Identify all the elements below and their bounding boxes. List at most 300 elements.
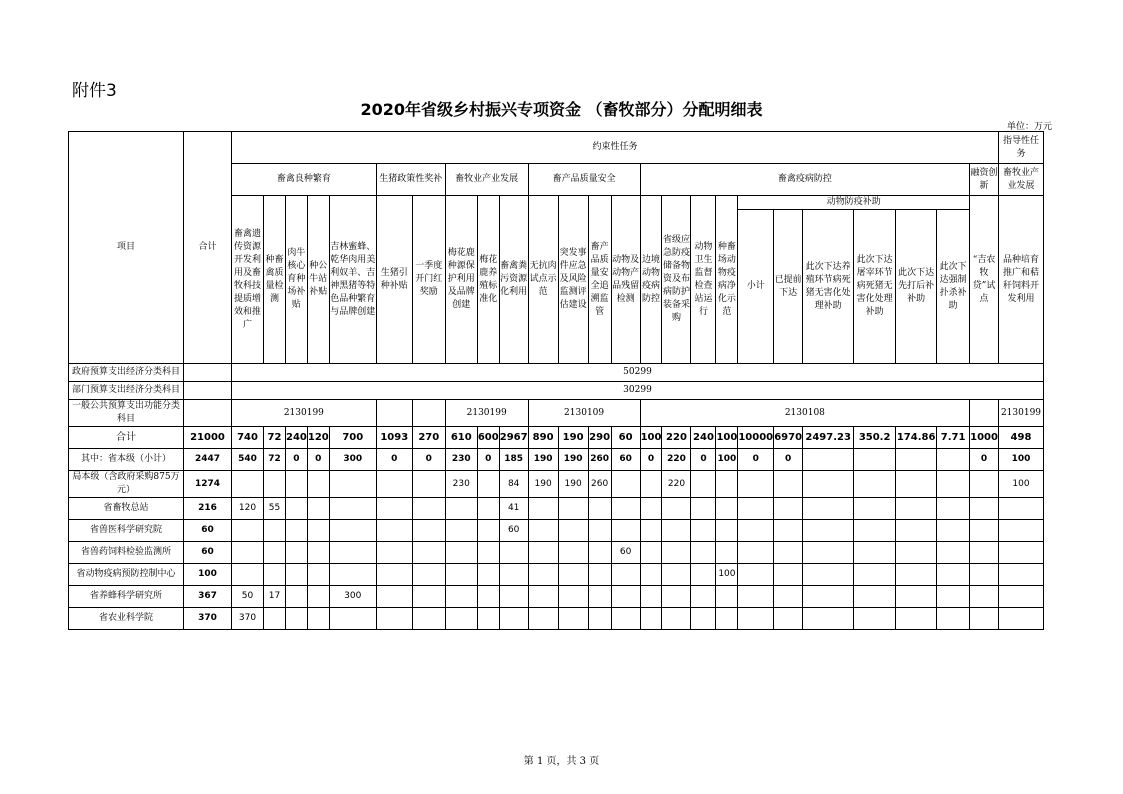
- col-header: 梅花鹿种源保护利用及品牌创建: [445, 196, 477, 364]
- table-row: [69, 520, 1044, 542]
- cell-value: [558, 564, 588, 586]
- cell-value: [232, 542, 264, 564]
- cell-value: [774, 520, 803, 542]
- guidance-task-header: 指导性任务: [998, 132, 1043, 164]
- cell-value: 0: [970, 449, 999, 471]
- cell-value: [445, 542, 477, 564]
- cell-value: [329, 564, 376, 586]
- cell-value: [376, 520, 412, 542]
- cell-value: [662, 586, 691, 608]
- cell-value: [232, 520, 264, 542]
- cell-value: [998, 586, 1043, 608]
- cell-value: [662, 608, 691, 630]
- allocation-table: [68, 131, 1044, 630]
- col-header: 已提前下达: [774, 210, 803, 364]
- cell-value: [528, 520, 558, 542]
- col-header: “吉农牧贷”试点: [970, 196, 999, 364]
- cell-value: [528, 498, 558, 520]
- cell-value: [854, 520, 896, 542]
- col-header: 吉林蜜蜂、乾华肉用美利奴羊、吉神黑猪等特色品种繁育与品牌创建: [329, 196, 376, 364]
- cell-value: [329, 520, 376, 542]
- cell-value: 1000: [970, 427, 999, 449]
- cell-value: [970, 542, 999, 564]
- row-label: 一般公共预算支出功能分类科目: [69, 400, 184, 427]
- cell-value: 600: [477, 427, 499, 449]
- cell-value: 2497.23: [803, 427, 854, 449]
- cell-value: [998, 542, 1043, 564]
- cell-value: [937, 564, 970, 586]
- cell-value: 120: [307, 427, 329, 449]
- cell-value: [998, 564, 1043, 586]
- cell-value: [307, 608, 329, 630]
- cell-value: [937, 449, 970, 471]
- cell-value: [774, 586, 803, 608]
- group-finance: 融资创新: [970, 164, 999, 196]
- cell-value: 174.86: [896, 427, 937, 449]
- cell-value: [691, 520, 716, 542]
- cell-value: [937, 586, 970, 608]
- table-row: [69, 542, 1044, 564]
- row-total: 21000: [184, 427, 232, 449]
- cell-value: [803, 586, 854, 608]
- row-label: 部门预算支出经济分类科目: [69, 382, 184, 400]
- cell-value: [854, 449, 896, 471]
- cell-value: [499, 542, 528, 564]
- cell-value: [896, 608, 937, 630]
- cell-value: 10000: [738, 427, 774, 449]
- cell-value: 60: [611, 427, 640, 449]
- group-disease: 畜禽疫病防控: [640, 164, 970, 196]
- cell-value: [329, 498, 376, 520]
- cell-value: 0: [376, 449, 412, 471]
- cell-value: [998, 520, 1043, 542]
- cell-value: 120: [232, 498, 264, 520]
- cell-value: [232, 564, 264, 586]
- cell-value: [774, 608, 803, 630]
- cell-value: [286, 471, 308, 498]
- cell-value: 240: [691, 427, 716, 449]
- cell-value: 185: [499, 449, 528, 471]
- cell-value: [412, 520, 445, 542]
- cell-value: [376, 542, 412, 564]
- cell-value: 100: [998, 471, 1043, 498]
- cell-value: 2967: [499, 427, 528, 449]
- row-total: 1274: [184, 471, 232, 498]
- row-total: 216: [184, 498, 232, 520]
- table-row: [69, 498, 1044, 520]
- row-label: 省兽医科学研究院: [69, 520, 184, 542]
- cell-value: 270: [412, 427, 445, 449]
- cell-value: [738, 542, 774, 564]
- cell-value: [264, 564, 286, 586]
- cell-value: [803, 608, 854, 630]
- cell-value: [854, 498, 896, 520]
- col-header: 动物及动物产品残留检测: [611, 196, 640, 364]
- cell-value: [445, 520, 477, 542]
- cell-value: 0: [640, 449, 662, 471]
- cell-value: 300: [329, 449, 376, 471]
- cell-value: [264, 520, 286, 542]
- cell-value: [412, 564, 445, 586]
- total-header: 合计: [184, 132, 232, 364]
- table-row: [69, 564, 1044, 586]
- cell-value: [716, 542, 738, 564]
- col-header: 生猪引种补贴: [376, 196, 412, 364]
- dept-code: 30299: [232, 382, 1044, 400]
- cell-value: [691, 608, 716, 630]
- cell-value: [738, 471, 774, 498]
- cell-value: [896, 542, 937, 564]
- cell-value: [232, 471, 264, 498]
- cell-value: [286, 608, 308, 630]
- row-label: 政府预算支出经济分类科目: [69, 364, 184, 382]
- cell-value: [329, 471, 376, 498]
- row-label: 省兽药饲料检验监测所: [69, 542, 184, 564]
- table-row: [69, 608, 1044, 630]
- cell-value: [412, 608, 445, 630]
- cell-value: [558, 586, 588, 608]
- table-row: [69, 471, 1044, 498]
- cell-value: [854, 564, 896, 586]
- cell-value: [264, 471, 286, 498]
- cell-value: [376, 564, 412, 586]
- cell-value: [937, 498, 970, 520]
- cell-value: 60: [611, 542, 640, 564]
- cell-value: [445, 564, 477, 586]
- col-header: 此次下达先打后补补助: [896, 210, 937, 364]
- row-label: 其中：省本级（小计）: [69, 449, 184, 471]
- cell-value: [774, 542, 803, 564]
- cell-value: 190: [558, 471, 588, 498]
- cell-value: [716, 608, 738, 630]
- col-header: 突发事件应急及风险监测评估建设: [558, 196, 588, 364]
- cell-value: [445, 608, 477, 630]
- cell-value: [611, 564, 640, 586]
- cell-value: [662, 564, 691, 586]
- cell-value: [640, 564, 662, 586]
- cell-value: [738, 564, 774, 586]
- cell-value: 0: [307, 449, 329, 471]
- cell-value: [970, 608, 999, 630]
- cell-value: 41: [499, 498, 528, 520]
- cell-value: [970, 498, 999, 520]
- cell-value: [662, 498, 691, 520]
- cell-value: 190: [558, 449, 588, 471]
- cell-value: [445, 586, 477, 608]
- cell-value: [477, 542, 499, 564]
- cell-value: [307, 586, 329, 608]
- cell-value: 610: [445, 427, 477, 449]
- cell-value: [896, 471, 937, 498]
- cell-value: [477, 608, 499, 630]
- cell-value: [558, 542, 588, 564]
- col-header: 无抗肉试点示范: [528, 196, 558, 364]
- cell-value: 84: [499, 471, 528, 498]
- cell-value: 370: [232, 608, 264, 630]
- cell-value: [611, 520, 640, 542]
- cell-value: [896, 564, 937, 586]
- cell-value: [738, 586, 774, 608]
- group-breeding: 畜禽良种繁育: [232, 164, 377, 196]
- row-label: 省动物疫病预防控制中心: [69, 564, 184, 586]
- cell-value: [691, 586, 716, 608]
- cell-value: [738, 498, 774, 520]
- cell-value: [716, 520, 738, 542]
- cell-value: [691, 471, 716, 498]
- cell-value: 17: [264, 586, 286, 608]
- cell-value: [803, 498, 854, 520]
- cell-value: 220: [662, 427, 691, 449]
- func-code-quality: 2130109: [528, 400, 640, 427]
- col-header: 畜禽遗传资源开发利用及畜牧科技提质增效和推广: [232, 196, 264, 364]
- cell-value: [286, 542, 308, 564]
- cell-value: [412, 542, 445, 564]
- cell-value: [588, 498, 611, 520]
- cell-value: 72: [264, 427, 286, 449]
- cell-value: [588, 564, 611, 586]
- cell-value: 0: [412, 449, 445, 471]
- cell-value: 260: [588, 471, 611, 498]
- cell-value: [286, 520, 308, 542]
- cell-value: [640, 520, 662, 542]
- cell-value: [307, 498, 329, 520]
- cell-value: [307, 564, 329, 586]
- cell-value: 100: [640, 427, 662, 449]
- cell-value: [499, 608, 528, 630]
- cell-value: [611, 608, 640, 630]
- group-guide: 畜牧业产业发展: [998, 164, 1043, 196]
- cell-value: [264, 608, 286, 630]
- cell-value: 260: [588, 449, 611, 471]
- table-row: [69, 427, 1044, 449]
- cell-value: [998, 498, 1043, 520]
- cell-value: 72: [264, 449, 286, 471]
- col-header: 种畜场动物疫病净化示范: [716, 196, 738, 364]
- func-code-industry: 2130199: [445, 400, 528, 427]
- cell-value: 190: [528, 471, 558, 498]
- cell-value: [896, 520, 937, 542]
- cell-value: 60: [611, 449, 640, 471]
- row-label: 合计: [69, 427, 184, 449]
- cell-value: [970, 586, 999, 608]
- constraint-task-header: 约束性任务: [232, 132, 999, 164]
- cell-value: [528, 586, 558, 608]
- page-title: 2020年省级乡村振兴专项资金 （畜牧部分）分配明细表: [360, 100, 763, 119]
- cell-value: [307, 471, 329, 498]
- cell-value: [376, 608, 412, 630]
- cell-value: [477, 520, 499, 542]
- cell-value: [854, 608, 896, 630]
- cell-value: 300: [329, 586, 376, 608]
- cell-value: [803, 564, 854, 586]
- cell-value: 290: [588, 427, 611, 449]
- cell-value: [896, 498, 937, 520]
- cell-value: [803, 542, 854, 564]
- func-code-breeding: 2130199: [232, 400, 377, 427]
- cell-value: 60: [499, 520, 528, 542]
- row-total: 60: [184, 520, 232, 542]
- cell-value: 50: [232, 586, 264, 608]
- cell-value: [998, 608, 1043, 630]
- row-label: 局本级（含政府采购875万元）: [69, 471, 184, 498]
- col-header: 此次下达养殖环节病死猪无害化处理补助: [803, 210, 854, 364]
- cell-value: [477, 586, 499, 608]
- cell-value: 7.71: [937, 427, 970, 449]
- project-header: 项目: [69, 132, 184, 364]
- cell-value: [558, 608, 588, 630]
- cell-value: [640, 542, 662, 564]
- cell-value: [854, 471, 896, 498]
- cell-value: [286, 586, 308, 608]
- cell-value: 0: [477, 449, 499, 471]
- cell-value: [937, 471, 970, 498]
- row-label: 省畜牧总站: [69, 498, 184, 520]
- cell-value: [854, 542, 896, 564]
- col-header: 肉牛核心育种场补贴: [286, 196, 308, 364]
- cell-value: [854, 586, 896, 608]
- cell-value: [640, 498, 662, 520]
- cell-value: [307, 520, 329, 542]
- cell-value: [558, 498, 588, 520]
- table-row: [69, 586, 1044, 608]
- table-row: [69, 449, 1044, 471]
- subgroup-animal-header: 动物防疫补助: [738, 196, 970, 210]
- cell-value: [662, 542, 691, 564]
- col-header: 畜禽粪污资源化利用: [499, 196, 528, 364]
- cell-value: 100: [716, 427, 738, 449]
- func-code-disease: 2130108: [640, 400, 970, 427]
- cell-value: [558, 520, 588, 542]
- cell-value: 220: [662, 449, 691, 471]
- col-header: 省级应急防疫储备物资及布病防护装备采购: [662, 196, 691, 364]
- cell-value: [640, 586, 662, 608]
- group-pig-policy: 生猪政策性奖补: [376, 164, 445, 196]
- cell-value: 55: [264, 498, 286, 520]
- cell-value: [716, 498, 738, 520]
- cell-value: 100: [716, 564, 738, 586]
- cell-value: [264, 542, 286, 564]
- cell-value: [477, 564, 499, 586]
- row-total: 2447: [184, 449, 232, 471]
- cell-value: [691, 564, 716, 586]
- row-total: 367: [184, 586, 232, 608]
- group-quality: 畜产品质量安全: [528, 164, 640, 196]
- cell-value: [640, 608, 662, 630]
- row-label: 省农业科学院: [69, 608, 184, 630]
- cell-value: [412, 471, 445, 498]
- row-total: 60: [184, 542, 232, 564]
- cell-value: [803, 471, 854, 498]
- col-header: 一季度开门红奖励: [412, 196, 445, 364]
- cell-value: [970, 471, 999, 498]
- cell-value: [477, 471, 499, 498]
- cell-value: [738, 608, 774, 630]
- cell-value: 0: [774, 449, 803, 471]
- cell-value: [896, 449, 937, 471]
- cell-value: [896, 586, 937, 608]
- gov-code: 50299: [232, 364, 1044, 382]
- col-header: 此次下达屠宰环节病死猪无害化处理补助: [854, 210, 896, 364]
- cell-value: [376, 498, 412, 520]
- col-header: 动物卫生监督检查站运行: [691, 196, 716, 364]
- cell-value: 0: [691, 449, 716, 471]
- cell-value: [528, 564, 558, 586]
- cell-value: 230: [445, 471, 477, 498]
- cell-value: [937, 542, 970, 564]
- cell-value: 498: [998, 427, 1043, 449]
- cell-value: [803, 520, 854, 542]
- cell-value: [716, 586, 738, 608]
- cell-value: [640, 471, 662, 498]
- cell-value: [774, 498, 803, 520]
- cell-value: [376, 471, 412, 498]
- col-header: 种畜禽质量检测: [264, 196, 286, 364]
- col-header: 此次下达强制扑杀补助: [937, 210, 970, 364]
- cell-value: [588, 586, 611, 608]
- cell-value: [611, 498, 640, 520]
- cell-value: 6970: [774, 427, 803, 449]
- cell-value: [970, 564, 999, 586]
- cell-value: 890: [528, 427, 558, 449]
- cell-value: [329, 608, 376, 630]
- cell-value: [307, 542, 329, 564]
- cell-value: [528, 608, 558, 630]
- cell-value: [611, 471, 640, 498]
- cell-value: 740: [232, 427, 264, 449]
- cell-value: [691, 498, 716, 520]
- col-header: 畜产品质量安全追溯监管: [588, 196, 611, 364]
- cell-value: 540: [232, 449, 264, 471]
- cell-value: 220: [662, 471, 691, 498]
- cell-value: 240: [286, 427, 308, 449]
- cell-value: [499, 564, 528, 586]
- col-header: 梅花鹿养殖标准化: [477, 196, 499, 364]
- cell-value: [937, 520, 970, 542]
- cell-value: [445, 498, 477, 520]
- cell-value: [528, 542, 558, 564]
- cell-value: [412, 498, 445, 520]
- unit-label: 单位：万元: [1006, 122, 1052, 132]
- func-code-guide: 2130199: [998, 400, 1043, 427]
- col-header: 边境动物疫病防控: [640, 196, 662, 364]
- cell-value: 350.2: [854, 427, 896, 449]
- cell-value: [588, 608, 611, 630]
- cell-value: 100: [998, 449, 1043, 471]
- cell-value: [738, 520, 774, 542]
- cell-value: [412, 586, 445, 608]
- cell-value: [499, 586, 528, 608]
- cell-value: 190: [558, 427, 588, 449]
- cell-value: [588, 542, 611, 564]
- cell-value: 0: [286, 449, 308, 471]
- cell-value: [774, 564, 803, 586]
- data-rows: [69, 427, 1044, 630]
- cell-value: 0: [738, 449, 774, 471]
- row-label: 省养蜂科学研究所: [69, 586, 184, 608]
- cell-value: [803, 449, 854, 471]
- cell-value: 190: [528, 449, 558, 471]
- cell-value: [611, 586, 640, 608]
- cell-value: [329, 542, 376, 564]
- cell-value: [477, 498, 499, 520]
- cell-value: [588, 520, 611, 542]
- row-total: 370: [184, 608, 232, 630]
- col-header: 种公牛站补贴: [307, 196, 329, 364]
- col-header: 小计: [738, 210, 774, 364]
- cell-value: 700: [329, 427, 376, 449]
- row-total: 100: [184, 564, 232, 586]
- cell-value: 1093: [376, 427, 412, 449]
